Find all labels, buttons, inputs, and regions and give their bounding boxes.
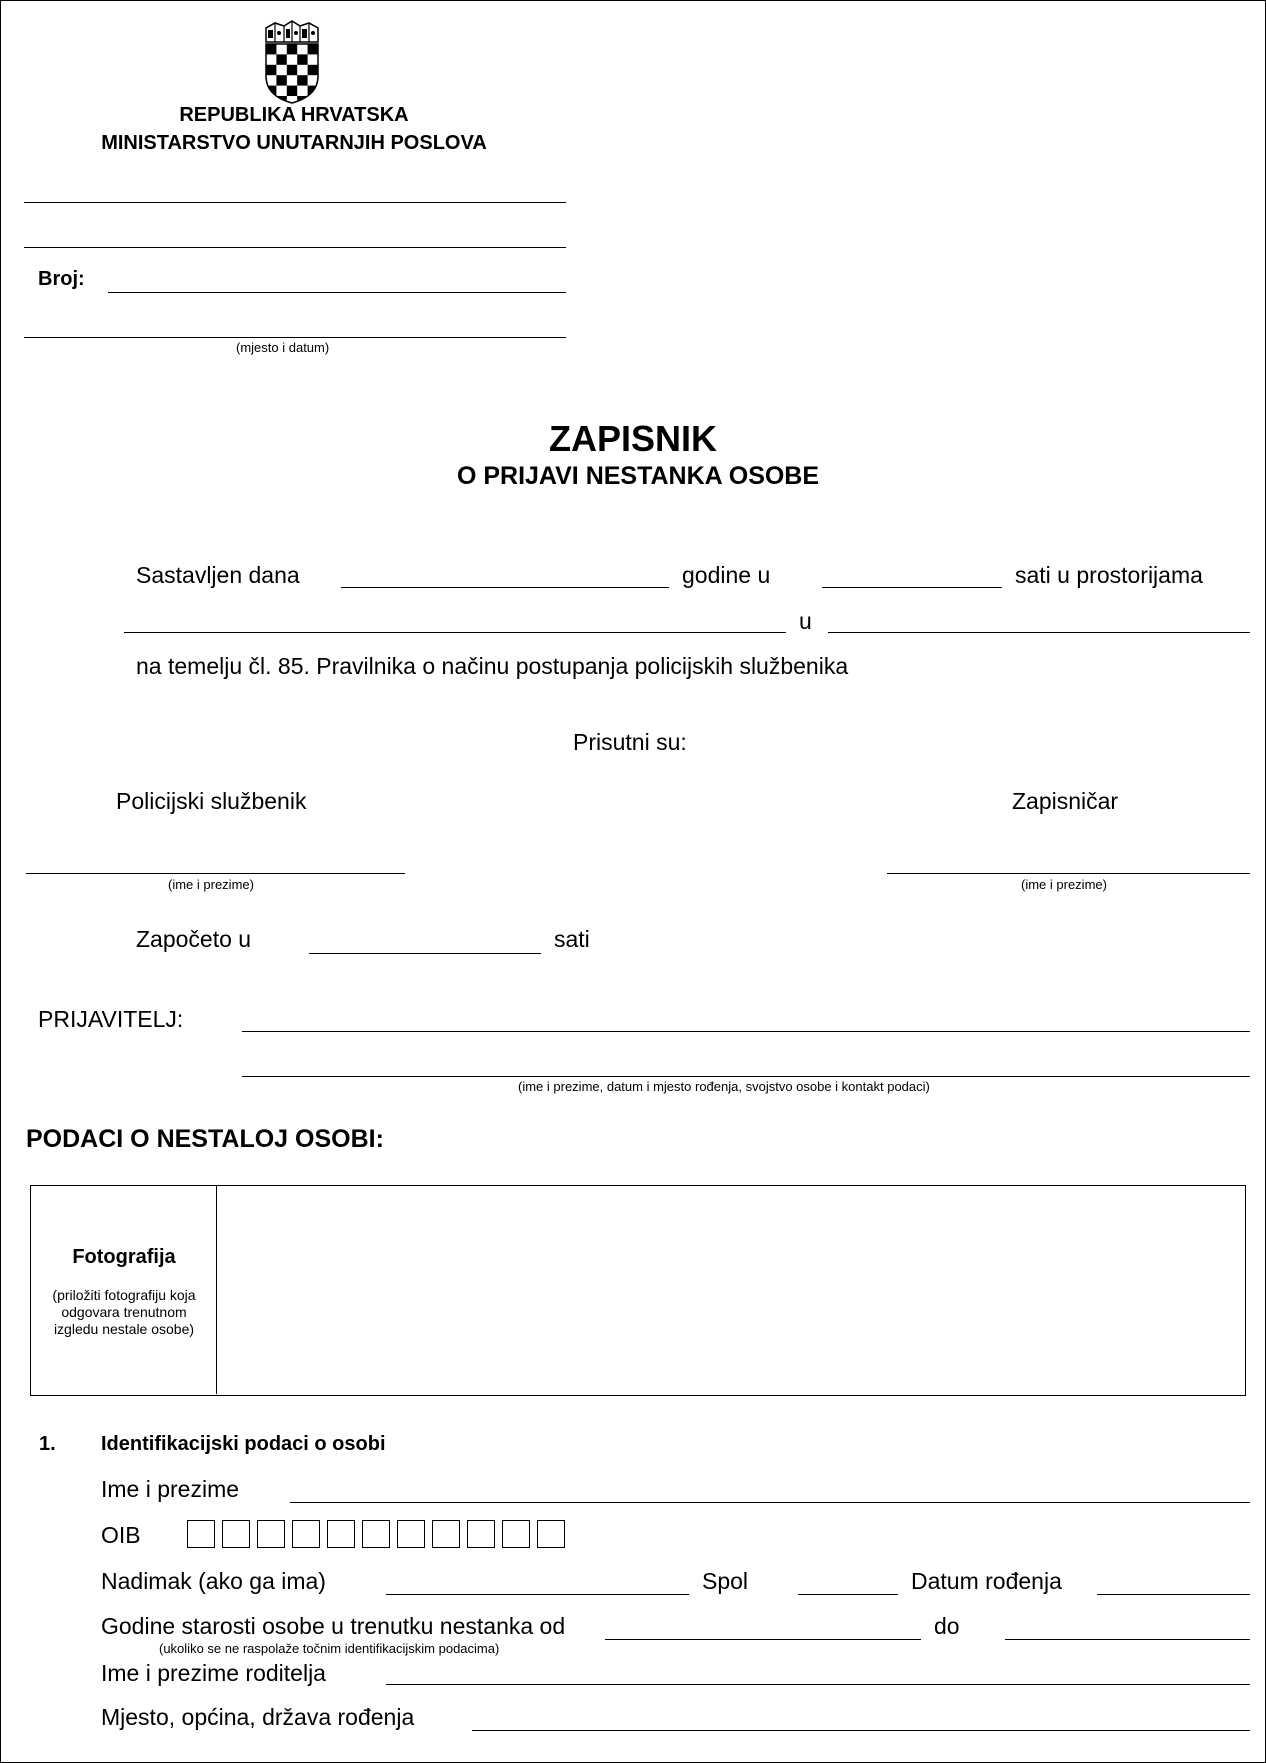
premises-field[interactable] — [124, 632, 786, 633]
do-label: do — [934, 1613, 960, 1639]
age-from-field[interactable] — [605, 1639, 921, 1640]
oib-box-1[interactable] — [187, 1520, 215, 1548]
mjesto-rodenja-label: Mjesto, općina, država rođenja — [101, 1704, 415, 1730]
document-subtitle: O PRIJAVI NESTANKA OSOBE — [456, 462, 820, 490]
age-to-field[interactable] — [1005, 1639, 1250, 1640]
datum-rodenja-label: Datum rođenja — [911, 1568, 1062, 1594]
broj-field[interactable] — [108, 292, 566, 293]
ime-prezime-field[interactable] — [290, 1502, 1250, 1503]
u-label: u — [799, 608, 812, 634]
broj-label: Broj: — [38, 268, 85, 290]
sati-u-prostorijama-label: sati u prostorijama — [1015, 562, 1203, 588]
recorder-label: Zapisničar — [1012, 788, 1119, 814]
oib-box-6[interactable] — [362, 1520, 390, 1548]
officer-name-caption: (ime i prezime) — [168, 877, 254, 892]
oib-box-3[interactable] — [257, 1520, 285, 1548]
photo-cell — [31, 1186, 217, 1394]
officer-label: Policijski službenik — [116, 788, 307, 814]
photo-note-line-1: (priložiti fotografiju koja — [52, 1287, 196, 1303]
photo-table — [30, 1185, 1246, 1396]
date-field[interactable] — [341, 587, 669, 588]
recorder-name-caption: (ime i prezime) — [1021, 877, 1107, 892]
roditelj-label: Ime i prezime roditelja — [101, 1660, 326, 1686]
oib-box-11[interactable] — [537, 1520, 565, 1548]
oib-label: OIB — [101, 1522, 141, 1548]
oib-box-7[interactable] — [397, 1520, 425, 1548]
start-time-field[interactable] — [309, 953, 541, 954]
nadimak-field[interactable] — [386, 1594, 689, 1595]
ministry-name: MINISTARSTVO UNUTARNJIH POSLOVA — [101, 132, 487, 154]
spol-field[interactable] — [798, 1594, 898, 1595]
header-line-1[interactable] — [24, 202, 566, 203]
nadimak-label: Nadimak (ako ga ima) — [101, 1568, 326, 1594]
coat-of-arms-icon — [262, 20, 322, 104]
oib-box-8[interactable] — [432, 1520, 460, 1548]
photo-title: Fotografija — [72, 1246, 176, 1268]
oib-box-9[interactable] — [467, 1520, 495, 1548]
sastavljen-dana-label: Sastavljen dana — [136, 562, 300, 588]
header-line-2[interactable] — [24, 247, 566, 248]
oib-box-4[interactable] — [292, 1520, 320, 1548]
prisutni-heading: Prisutni su: — [573, 729, 687, 755]
ime-prezime-label: Ime i prezime — [101, 1476, 240, 1502]
godine-starosti-label: Godine starosti osobe u trenutku nestanka od — [101, 1613, 566, 1639]
reporter-caption: (ime i prezime, datum i mjesto rođenja, svojstvo osobe i kontakt podaci) — [518, 1079, 930, 1094]
reporter-label: PRIJAVITELJ: — [38, 1006, 184, 1032]
legal-basis-text: na temelju čl. 85. Pravilnika o načinu postupanja policijskih službenika — [136, 653, 849, 679]
recorder-name-field[interactable] — [887, 873, 1250, 874]
reporter-field-1[interactable] — [242, 1031, 1250, 1032]
oib-box-2[interactable] — [222, 1520, 250, 1548]
place-date-caption: (mjesto i datum) — [236, 340, 330, 355]
datum-rodenja-field[interactable] — [1097, 1594, 1250, 1595]
country-name: REPUBLIKA HRVATSKA — [179, 104, 409, 126]
photo-note-line-3: izgledu nestale osobe) — [53, 1321, 195, 1337]
place-date-field[interactable] — [24, 337, 566, 338]
missing-person-heading: PODACI O NESTALOJ OSOBI: — [26, 1125, 384, 1153]
oib-box-10[interactable] — [502, 1520, 530, 1548]
document-title: ZAPISNIK — [548, 418, 717, 459]
section-1-number: 1. — [39, 1433, 56, 1455]
time-field[interactable] — [822, 587, 1002, 588]
oib-box-5[interactable] — [327, 1520, 355, 1548]
photo-note-line-2: odgovara trenutnom — [61, 1304, 187, 1320]
reporter-field-2[interactable] — [242, 1076, 1250, 1077]
zapoceto-u-label: Započeto u — [136, 926, 252, 952]
photo-placeholder[interactable] — [217, 1186, 1244, 1394]
age-note: (ukoliko se ne raspolaže točnim identifikacijskim podacima) — [159, 1641, 500, 1656]
officer-name-field[interactable] — [26, 873, 405, 874]
godine-u-label: godine u — [682, 562, 771, 588]
spol-label: Spol — [702, 1568, 749, 1594]
mjesto-rodenja-field[interactable] — [472, 1730, 1250, 1731]
sati-label: sati — [554, 926, 590, 952]
location-field[interactable] — [828, 632, 1250, 633]
section-1-title: Identifikacijski podaci o osobi — [101, 1433, 386, 1455]
roditelj-field[interactable] — [386, 1684, 1250, 1685]
